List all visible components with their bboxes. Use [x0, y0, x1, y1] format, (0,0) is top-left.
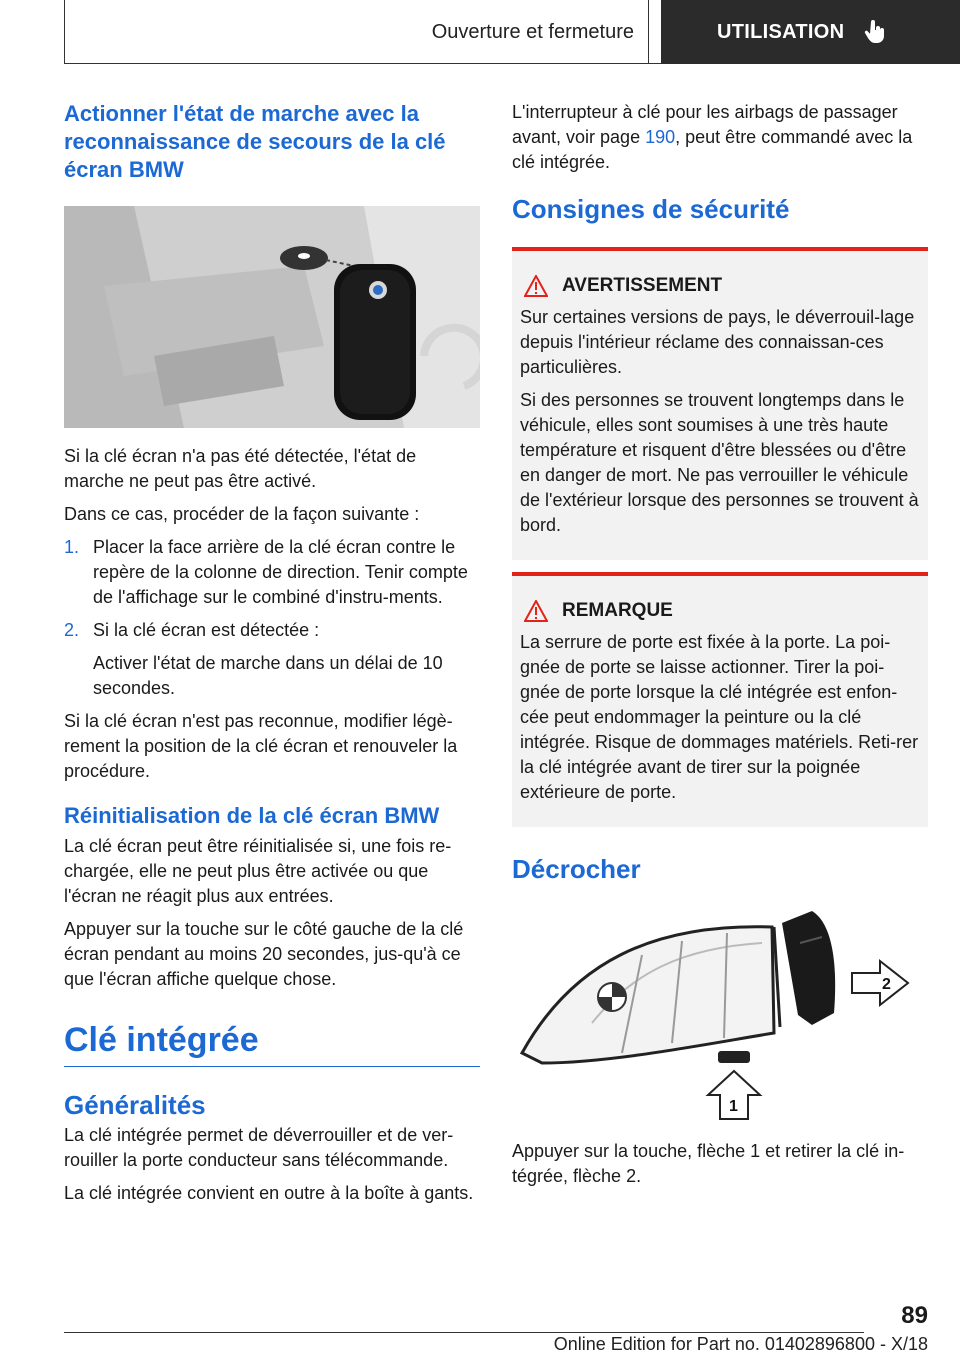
heading-general: Généralités [64, 1090, 206, 1120]
edition-footer: Online Edition for Part no. 01402896800 - X/18 [553, 1334, 928, 1354]
paragraph-not-detected: Si la clé écran n'a pas été détectée, l'état de marche ne peut pas être activé. [64, 446, 417, 491]
paragraph-airbag-switch [512, 100, 928, 175]
chapter-tab-label: UTILISATION [717, 20, 845, 43]
paragraph-reset-condition: La clé écran peut être réinitialisée si, une fois re‐chargée, elle ne peut plus être activée ou que l'écran ne réagit plus aux entrées. [64, 836, 452, 906]
paragraph-reset-action: Appuyer sur la touche sur le côté gauche de la clé écran pendant au moins 20 secondes, jus‐qu'à ce que l'écran affiche quelque chose. [64, 919, 464, 989]
notice-title-row [520, 600, 920, 622]
left-column [64, 100, 480, 1214]
step-1 [64, 535, 480, 610]
hand-pointer-icon [864, 20, 886, 44]
paragraph-detach-procedure: Appuyer sur la touche, flèche 1 et retirer la clé in‐tégrée, flèche 2. [512, 1141, 905, 1186]
step-number: 2. [64, 620, 80, 640]
step-text: Si la clé écran est détectée : [93, 620, 320, 640]
warning-paragraph: Sur certaines versions de pays, le déverrouil‐lage depuis l'intérieur réclame des connaissan‐ces particulières. [520, 307, 915, 377]
paragraph-glovebox: La clé intégrée convient en outre à la boîte à gants. [64, 1183, 474, 1203]
page-number: 89 [901, 1302, 928, 1329]
arrow-label-2: 2 [882, 976, 891, 993]
footer-rule [64, 1332, 864, 1333]
section-title: Ouverture et fermeture [431, 20, 634, 43]
text-run: , peut être commandé avec la clé intégrée. [512, 127, 913, 172]
heading-safety: Consignes de sécurité [512, 194, 790, 224]
chapter-tab[interactable] [661, 0, 960, 64]
paragraph-not-recognized: Si la clé écran n'est pas reconnue, modifier légè‐rement la position de la clé écran et renouveler la procédure. [64, 711, 458, 781]
step-2 [64, 618, 480, 701]
heading-emergency-detection: Actionner l'état de marche avec la reconnaissance de secours de la clé écran BMW [64, 101, 446, 182]
right-column [512, 100, 928, 1197]
paragraph-procedure-intro: Dans ce cas, procéder de la façon suivante : [64, 504, 420, 524]
chapter-title: Clé intégrée [64, 1021, 259, 1059]
step-number: 1. [64, 537, 80, 557]
heading-reset-key: Réinitialisation de la clé écran BMW [64, 803, 440, 828]
notice-box [512, 572, 928, 827]
paragraph-integrated-key-use: La clé intégrée permet de déverrouiller et de ver‐rouiller la porte conducteur sans télécommande. [64, 1125, 454, 1170]
notice-paragraph: La serrure de porte est fixée à la porte. La poi‐gnée de porte se laisse actionner. Tirer la poi‐gnée de porte lorsque la clé intégrée est enfon‐cée peut endommager la peinture ou la clé intégrée. Risque de dommages matériels. Reti‐rer la clé intégrée avant de tirer sur la poignée extérieure de porte. [520, 632, 919, 802]
page-reference-link[interactable]: 190 [645, 127, 676, 147]
integrated-key-figure [512, 903, 928, 1123]
chapter-rule [64, 1066, 480, 1067]
warning-triangle-icon [524, 275, 548, 297]
warning-triangle-icon [524, 600, 548, 622]
text-run: L'interrupteur à clé pour les airbags de passager avant, voir page [512, 102, 898, 147]
warning-paragraph: Si des personnes se trouvent longtemps dans le véhicule, elles sont soumises à une très haute température et risquent d'être blessées ou d'être en danger de mort. Ne pas verrouiller le véhicule de l'extérieur lorsque des personnes se trouvent à bord. [520, 390, 919, 535]
heading-detach: Décrocher [512, 854, 641, 884]
step-text: Placer la face arrière de la clé écran contre le repère de la colonne de direction. Tenir compte de l'affichage sur le combiné d'instru‐ments. [93, 537, 468, 607]
steering-column-illustration [64, 206, 480, 428]
warning-box [512, 247, 928, 560]
warning-title: AVERTISSEMENT [562, 275, 723, 296]
key-removal-illustration [512, 903, 928, 1123]
step-subtext: Activer l'état de marche dans un délai de 10 secondes. [93, 653, 443, 698]
arrow-label-1: 1 [729, 1098, 738, 1115]
notice-title: REMARQUE [562, 600, 673, 621]
warning-title-row [520, 275, 920, 297]
steering-column-key-photo [64, 206, 480, 428]
header-divider [648, 0, 649, 64]
procedure-steps [64, 535, 480, 701]
